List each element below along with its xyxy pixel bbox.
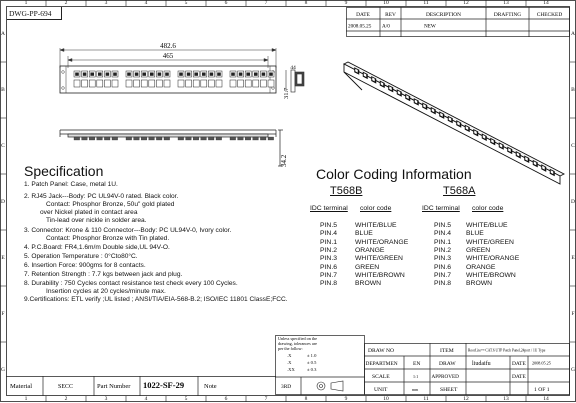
idc-block bbox=[245, 137, 251, 140]
rj45-port-opening bbox=[158, 73, 162, 76]
t568a-pin: PIN.7 bbox=[434, 271, 451, 279]
idc-block bbox=[253, 137, 259, 140]
grid-column-label: 11 bbox=[423, 0, 429, 6]
dim-side: 44 bbox=[290, 65, 296, 71]
grid-column-label: 10 bbox=[383, 395, 389, 402]
grid-column-label: 9 bbox=[344, 395, 348, 402]
t568a-col-color: color code bbox=[472, 205, 504, 212]
t568a-pin: PIN.1 bbox=[434, 238, 451, 246]
spec-item-2a: Contact: Phosphor Bronze, 50u" gold plated bbox=[46, 201, 175, 208]
rev-header-description: DESCRIPTION bbox=[425, 12, 462, 18]
tb-department-value: EN bbox=[413, 361, 421, 367]
rj45-port-opening bbox=[106, 73, 110, 76]
note-label: Note bbox=[204, 383, 217, 390]
grid-column-label: 1 bbox=[24, 395, 28, 402]
port-label-window bbox=[201, 80, 207, 87]
port-label-window bbox=[156, 80, 162, 87]
t568a-pin: PIN.5 bbox=[434, 222, 451, 229]
grid-column-label: 5 bbox=[184, 395, 188, 402]
idc-block bbox=[268, 137, 274, 140]
port-label-window bbox=[149, 80, 155, 87]
tb-sheet-label: SHEET bbox=[440, 387, 458, 393]
drawing-number: DWG-PP-694 bbox=[9, 9, 52, 18]
rj45-port-opening bbox=[179, 73, 183, 76]
port-label-window bbox=[126, 80, 132, 87]
tol-val-2: ± 0.5 bbox=[307, 360, 317, 365]
spec-item-6: 6. Insertion Force: 900gms for 8 contacts. bbox=[24, 262, 146, 269]
idc-block bbox=[112, 137, 118, 140]
grid-row-label: F bbox=[571, 311, 575, 317]
t568b-color: ORANGE bbox=[355, 246, 385, 254]
tb-date-label: DATE bbox=[512, 361, 526, 367]
spec-item-2: 2. RJ45 Jack---Body: PC UL94V-0 rated. Black color. bbox=[24, 193, 179, 200]
rev-rev: A/0 bbox=[382, 23, 390, 30]
port-label-window bbox=[97, 80, 103, 87]
t568a-color: BLUE bbox=[466, 230, 484, 238]
grid-row-label: A bbox=[1, 31, 5, 37]
port-label-window bbox=[141, 80, 147, 87]
port-label-window bbox=[245, 80, 251, 87]
grid-column-label: 8 bbox=[304, 395, 308, 402]
tb-approved-label: APPROVED bbox=[431, 374, 459, 380]
tol-row-1: .X bbox=[287, 353, 292, 358]
grid-row-label: A bbox=[571, 31, 575, 37]
spec-heading: Specification bbox=[24, 163, 104, 179]
idc-block bbox=[193, 137, 199, 140]
t568a-color: WHITE/ORANGE bbox=[466, 255, 520, 263]
idc-block bbox=[178, 137, 184, 140]
port-label-window bbox=[216, 80, 222, 87]
color-coding-heading: Color Coding Information bbox=[316, 166, 472, 182]
t568a-color: BROWN bbox=[466, 280, 493, 288]
grid-column-label: 13 bbox=[503, 395, 509, 402]
grid-row-label: E bbox=[571, 255, 575, 261]
dim-overall: 482.6 bbox=[160, 42, 176, 50]
grid-column-label: 2 bbox=[64, 0, 68, 6]
t568b-col-color: color code bbox=[360, 205, 392, 212]
rj45-port-opening bbox=[210, 73, 214, 76]
t568b-pin: PIN.7 bbox=[320, 271, 337, 279]
grid-column-label: 6 bbox=[224, 395, 228, 402]
grid-column-label: 13 bbox=[503, 0, 509, 6]
spec-item-9: 9.Certifications: ETL verify ;UL listed ; ANSI/TIA/EIA-568-B.2; ISO/IEC 11801 ClassE;FCC. bbox=[24, 296, 288, 303]
rev-header-rev: REV bbox=[385, 12, 396, 18]
grid-column-label: 2 bbox=[64, 395, 68, 402]
tb-draw-value: liudaifu bbox=[472, 361, 491, 367]
grid-row-label: G bbox=[1, 367, 5, 373]
t568a-pin: PIN.3 bbox=[434, 255, 451, 263]
grid-row-label: E bbox=[1, 255, 5, 261]
idc-block bbox=[208, 137, 214, 140]
front-view-drawing bbox=[50, 38, 288, 108]
grid-column-label: 4 bbox=[144, 395, 148, 402]
tb-scale-value: 1:1 bbox=[413, 374, 419, 379]
idc-block bbox=[97, 137, 103, 140]
t568b-color: WHITE/ORANGE bbox=[355, 238, 409, 246]
idc-block bbox=[89, 137, 95, 140]
spec-item-2c: Tin-lead over nickle in solder area. bbox=[46, 217, 147, 224]
grid-column-label: 14 bbox=[543, 0, 549, 6]
idc-block bbox=[164, 137, 170, 140]
side-view-drawing bbox=[284, 62, 312, 106]
material-value: SECC bbox=[58, 384, 74, 390]
port-label-window bbox=[268, 80, 274, 87]
rj45-port-opening bbox=[194, 73, 198, 76]
tb-date2-label: DATE bbox=[512, 374, 526, 380]
material-label: Material bbox=[10, 383, 33, 390]
idc-block bbox=[156, 137, 162, 140]
tol-line-1: Unless specified on the bbox=[278, 336, 317, 341]
rj45-port-opening bbox=[83, 73, 87, 76]
tol-row-2: .X bbox=[287, 360, 292, 365]
idc-block bbox=[134, 137, 140, 140]
title-block bbox=[364, 343, 570, 395]
grid-column-label: 10 bbox=[383, 0, 389, 6]
spec-item-8: 8. Durability : 750 Cycles contact resistance test check every 100 Cycles. bbox=[24, 280, 238, 287]
grid-row-label: C bbox=[1, 143, 5, 149]
grid-row-label: F bbox=[1, 311, 5, 317]
port-label-window bbox=[230, 80, 236, 87]
tol-line-3: per the follow: bbox=[278, 346, 303, 351]
grid-column-label: 14 bbox=[543, 395, 549, 402]
grid-row-label: B bbox=[1, 87, 5, 93]
revision-table bbox=[346, 7, 570, 37]
t568b-title: T568B bbox=[330, 185, 363, 197]
t568a-color: WHITE/GREEN bbox=[466, 238, 514, 246]
tb-sheet-value: 1 OF 1 bbox=[534, 387, 550, 393]
tol-row-3: .XX bbox=[287, 367, 295, 372]
grid-column-label: 12 bbox=[463, 395, 469, 402]
grid-column-label: 1 bbox=[24, 0, 28, 6]
port-label-window bbox=[260, 80, 266, 87]
rj45-port-opening bbox=[217, 73, 221, 76]
spec-item-8a: Insertion cycles at 20 cycles/minute max. bbox=[46, 288, 166, 295]
rj45-port-opening bbox=[254, 73, 258, 76]
t568b-pin: PIN.2 bbox=[320, 246, 337, 254]
t568b-col-idc: IDC terminal bbox=[310, 205, 348, 212]
rj45-port-opening bbox=[262, 73, 266, 76]
grid-column-label: 7 bbox=[264, 395, 268, 402]
rj45-port-opening bbox=[90, 73, 94, 76]
t568a-title: T568A bbox=[443, 185, 476, 197]
tb-unit-label: UNIT bbox=[374, 387, 388, 393]
tb-draw-no-label: DRAW NO bbox=[368, 348, 395, 354]
grid-column-label: 4 bbox=[144, 0, 148, 6]
drawing-number-box bbox=[7, 7, 62, 20]
rj45-port-opening bbox=[142, 73, 146, 76]
grid-column-label: 9 bbox=[344, 0, 348, 6]
grid-row-label: G bbox=[571, 367, 575, 373]
t568b-color: WHITE/BLUE bbox=[355, 222, 397, 229]
port-label-window bbox=[253, 80, 259, 87]
port-label-window bbox=[238, 80, 244, 87]
grid-column-label: 5 bbox=[184, 0, 188, 6]
idc-block bbox=[82, 137, 88, 140]
port-label-window bbox=[134, 80, 140, 87]
t568b-pin: PIN.3 bbox=[320, 255, 337, 263]
idc-block bbox=[216, 137, 222, 140]
spec-item-3a: Contact: Phosphor Bronze with Tin plated. bbox=[46, 235, 170, 242]
rj45-port-opening bbox=[98, 73, 102, 76]
rj45-port-opening bbox=[127, 73, 131, 76]
t568a-pin: PIN.4 bbox=[434, 230, 451, 238]
part-number-value: 1022-SF-29 bbox=[143, 380, 185, 390]
rev-description: NEW bbox=[424, 23, 436, 30]
t568a-color: GREEN bbox=[466, 246, 491, 254]
t568a-color: WHITE/BLUE bbox=[466, 222, 508, 229]
t568b-color: BROWN bbox=[355, 280, 382, 288]
grid-column-label: 3 bbox=[104, 395, 108, 402]
port-label-window bbox=[82, 80, 88, 87]
t568b-pin: PIN.4 bbox=[320, 230, 337, 238]
tb-scale-label: SCALE bbox=[372, 374, 390, 380]
spec-item-4: 4. P.C.Board: FR4,1.6m/m Double side,UL 94V-O. bbox=[24, 244, 170, 251]
port-label-window bbox=[164, 80, 170, 87]
part-number-label: Part Number bbox=[97, 383, 131, 390]
dim-depth: 34.2 bbox=[280, 154, 288, 167]
tb-unit-value: mm bbox=[412, 387, 419, 392]
grid-column-label: 3 bbox=[104, 0, 108, 6]
tb-department-label: DEPARTMEN bbox=[365, 361, 398, 367]
spec-item-1: 1. Patch Panel: Case, metal 1U. bbox=[24, 181, 118, 188]
rev-header-date: DATE bbox=[356, 12, 370, 18]
rj45-port-opening bbox=[246, 73, 250, 76]
port-label-window bbox=[186, 80, 192, 87]
grid-row-label: C bbox=[571, 143, 575, 149]
rev-date: 2008.05.25 bbox=[348, 23, 372, 30]
rj45-port-opening bbox=[165, 73, 169, 76]
rj45-port-opening bbox=[239, 73, 243, 76]
t568b-color: WHITE/GREEN bbox=[355, 255, 403, 263]
idc-block bbox=[104, 137, 110, 140]
port-label-window bbox=[193, 80, 199, 87]
t568b-color: WHITE/BROWN bbox=[355, 271, 405, 279]
rj45-port-opening bbox=[269, 73, 273, 76]
port-label-window bbox=[208, 80, 214, 87]
rj45-port-opening bbox=[187, 73, 191, 76]
idc-block bbox=[230, 137, 236, 140]
port-label-window bbox=[74, 80, 80, 87]
tol-val-1: ± 1.0 bbox=[307, 353, 317, 358]
t568a-pin: PIN.6 bbox=[434, 263, 451, 271]
t568b-color: GREEN bbox=[355, 263, 380, 271]
idc-block bbox=[74, 137, 80, 140]
tb-draw-label: DRAW bbox=[439, 361, 456, 367]
port-label-window bbox=[178, 80, 184, 87]
idc-block bbox=[186, 137, 192, 140]
t568b-pin: PIN.6 bbox=[320, 263, 337, 271]
t568a-color: ORANGE bbox=[466, 263, 496, 271]
t568b-pin: PIN.5 bbox=[320, 222, 337, 229]
grid-column-label: 6 bbox=[224, 0, 228, 6]
idc-block bbox=[149, 137, 155, 140]
tol-line-2: drawing, tolerances are bbox=[278, 341, 317, 346]
idc-block bbox=[141, 137, 147, 140]
grid-column-label: 8 bbox=[304, 0, 308, 6]
idc-block bbox=[260, 137, 266, 140]
idc-block bbox=[238, 137, 244, 140]
grid-column-label: 7 bbox=[264, 0, 268, 6]
tolerance-box bbox=[275, 335, 365, 395]
grid-row-label: B bbox=[571, 87, 575, 93]
spec-item-3: 3. Connector: Krone & 110 Connector---Body: PC UL94V-0, Ivory color. bbox=[24, 227, 232, 234]
tb-item-label: ITEM bbox=[440, 348, 454, 354]
idc-block bbox=[126, 137, 132, 140]
t568b-pin: PIN.1 bbox=[320, 238, 337, 246]
rev-header-drafting: DRAFTING bbox=[493, 12, 522, 18]
grid-row-label: D bbox=[571, 199, 575, 205]
port-label-window bbox=[89, 80, 95, 87]
tol-val-3: ± 0.3 bbox=[307, 367, 317, 372]
t568a-col-idc: IDC terminal bbox=[422, 205, 460, 212]
dim-holes: 465 bbox=[162, 52, 174, 60]
rj45-port-opening bbox=[135, 73, 139, 76]
material-row bbox=[6, 376, 276, 396]
rj45-port-opening bbox=[202, 73, 206, 76]
projection-label: 3RD bbox=[281, 384, 292, 390]
t568b-pin: PIN.8 bbox=[320, 280, 337, 288]
projection-symbol-icon bbox=[317, 381, 343, 391]
t568a-color: WHITE/BROWN bbox=[466, 271, 516, 279]
grid-row-label: D bbox=[1, 199, 5, 205]
spec-item-7: 7. Retention Strength : 7.7 kgs between jack and plug. bbox=[24, 271, 183, 278]
grid-column-label: 11 bbox=[423, 395, 429, 402]
rj45-port-opening bbox=[150, 73, 154, 76]
tb-item-value: RoorLite™ CAT.6 UTP Patch Panel,24port / 1U Type bbox=[468, 348, 546, 353]
rj45-port-opening bbox=[231, 73, 235, 76]
rj45-port-opening bbox=[113, 73, 117, 76]
port-label-window bbox=[104, 80, 110, 87]
idc-block bbox=[201, 137, 207, 140]
t568a-pin: PIN.2 bbox=[434, 246, 451, 254]
grid-column-label: 12 bbox=[463, 0, 469, 6]
port-label-window bbox=[112, 80, 118, 87]
t568a-pin: PIN.8 bbox=[434, 280, 451, 288]
spec-item-2b: over Nickel plated in contact area bbox=[40, 209, 138, 216]
spec-item-5: 5. Operation Temperature : 0°Cto80°C. bbox=[24, 253, 138, 260]
tb-date-value: 2008.05.25 bbox=[532, 360, 551, 366]
dim-height: 31.7 bbox=[283, 87, 290, 99]
t568b-color: BLUE bbox=[355, 230, 373, 238]
rev-header-checked: CHECKED bbox=[536, 12, 563, 18]
rj45-port-opening bbox=[75, 73, 79, 76]
